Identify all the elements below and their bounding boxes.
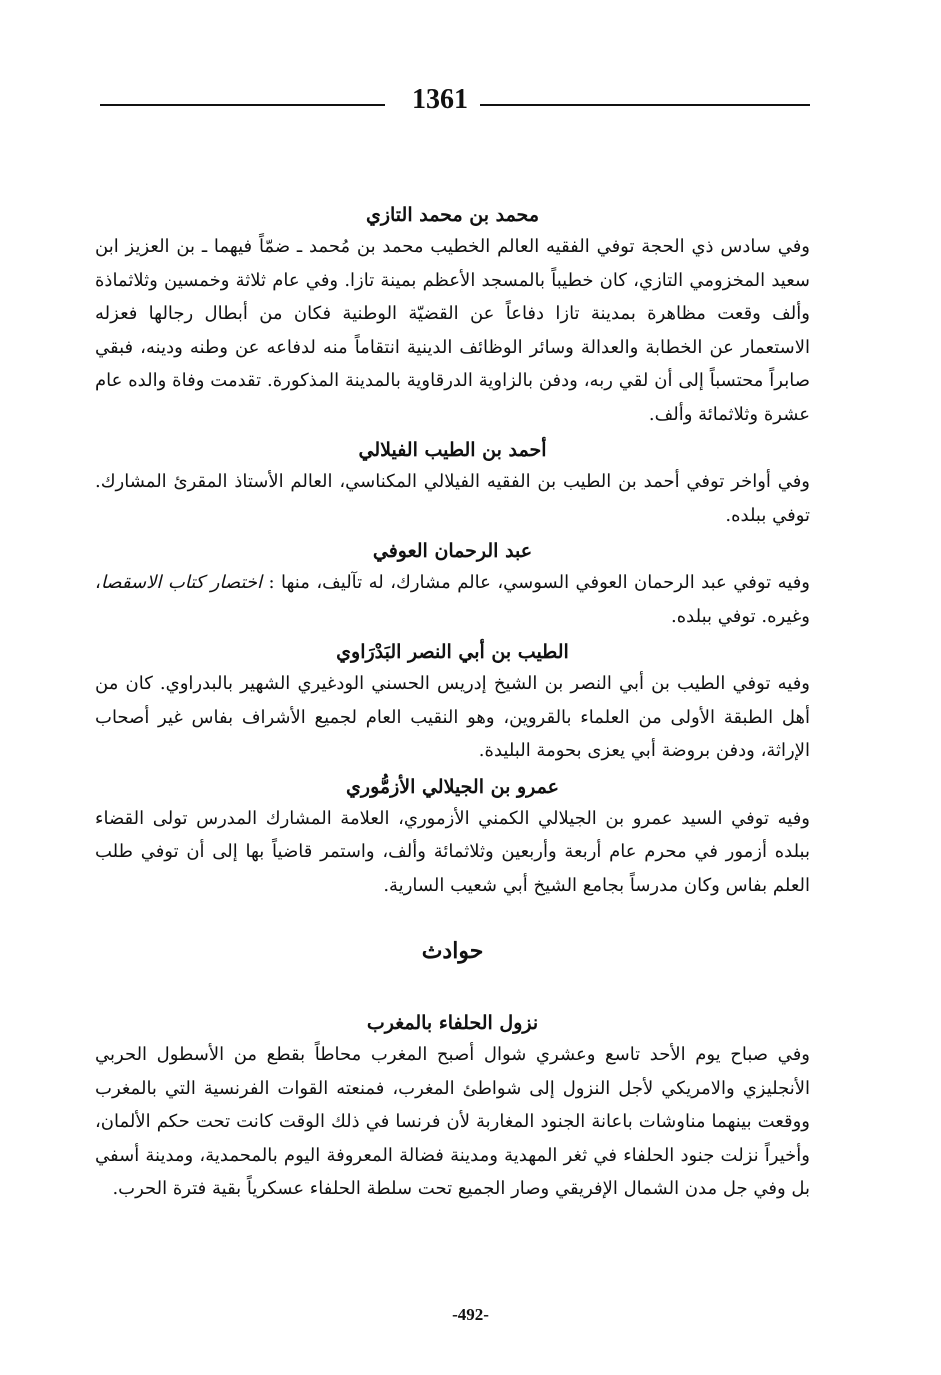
event-title: نزول الحلفاء بالمغرب (366, 1012, 539, 1034)
entry-text-albadrawi: وفيه توفي الطيب بن أبي النصر بن الشيخ إدريس الحسني الودغيري الشهير بالبدراوي. كان من أهل الطبقة الأولى من العلماء بالقروين، وهو النقيب العام لجميع الأشراف بفاس غير أصحاب الإراثة، ودفن بروضة أبي يعزى بحومة البليدة. (95, 673, 810, 761)
book-title: اختصار كتاب الاسقصا (100, 572, 263, 593)
page-header (100, 80, 810, 130)
event-text: وفي صباح يوم الأحد تاسع وعشري شوال أصبح المغرب محاطاً بقطع من الأسطول الحربي الأنجليزي والامريكي لأجل النزول إلى شواطئ المغرب، فمنعته القوات الفرنسية التي بالمغرب ووقعت بينهما مناوشات باعانة الجنود المغاربة لأن فرنسا في ذلك الوقت كانت تحت حكم الألمان، وأخيراً نزلت جنود الحلفاء في ثغر المهدية ومدينة فضالة المعروفة اليوم بالمحمدية، ومدينة أسفي بل وفي جل مدن الشمال الإفريقي وصار الجميع تحت سلطة الحلفاء عسكرياً بقية فترة الحرب. (95, 1044, 810, 1199)
entry-title-albadrawi: الطيب بن أبي النصر البَدْرَاوي (336, 641, 569, 663)
header-rule-right (480, 104, 810, 106)
entry-text-altazi: وفي سادس ذي الحجة توفي الفقيه العالم الخطيب محمد بن مُحمد ـ ضمّاً فيهما ـ بن العزيز ابن سعيد المخزومي التازي، كان خطيباً بالمسجد الأعظم بمينة تازا. وفي عام ثلاثة وخمسين وثلاثماذة وألف وقعت مظاهرة بمدينة تازا دفاعاً عن القضيّة الوطنية فكان من أبطال رجالها فعزله الاستعمار عن الخطابة والعدالة وسائر الوظائف الدينية انتقاماً منه لدفاعه عن وطنه ودينه، فبقي صابراً محتسباً إلى أن لقي ربه، ودفن بالزاوية الدرقاوية بالمدينة المذكورة. تقدمت وفاة والده عام عشرة وثلاثمائة وألف. (95, 236, 810, 425)
page-content (95, 200, 810, 1210)
entry-title-alawfi: عبد الرحمان العوفي (372, 540, 533, 562)
page-footer-number: -492- (452, 1305, 489, 1324)
entry-text-alawfi-before: وفيه توفي عبد الرحمان العوفي السوسي، عالم مشارك، له تآليف، منها : (262, 572, 810, 593)
entry-text-alfilali: وفي أواخر توفي أحمد بن الطيب بن الفقيه الفيلالي المكناسي، العالم الأستاذ المقرئ المشارك. توفي ببلده. (95, 471, 810, 526)
entry-text-alawfi (95, 566, 810, 633)
entry-title-alazmouri: عمرو بن الجيلالي الأزمُّوري (346, 775, 559, 798)
entry-title-altazi: محمد بن محمد التازي (365, 204, 540, 226)
entry-title-alfilali: أحمد بن الطيب الفيلالي (358, 439, 547, 461)
header-rule-left (100, 104, 385, 106)
page-number: 1361 (412, 84, 468, 115)
entry-text-alazmouri: وفيه توفي السيد عمرو بن الجيلالي الكمني الأزموري، العلامة المشارك المدرس تولى القضاء ببلده أزمور في محرم عام أربعة وأربعين وثلاثمائة وألف، واستمر قاضياً بها إلى أن توفي طلب العلم بفاس وكان مدرساً بجامع الشيخ أبي شعيب السارية. (95, 807, 810, 896)
section-title-events: حوادث (421, 938, 484, 964)
entry-text-alawfi-after: ، وغيره. توفي ببلده. (95, 572, 810, 627)
